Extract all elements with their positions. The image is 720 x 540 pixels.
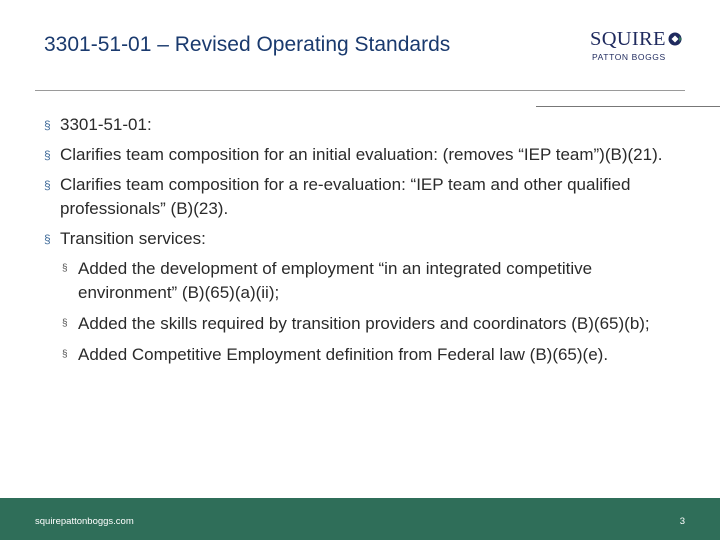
- square-bullet-icon: §: [44, 178, 51, 192]
- title-divider: [35, 90, 685, 91]
- bullet-item: [44, 173, 684, 221]
- square-bullet-icon: §: [44, 148, 51, 162]
- square-bullet-icon: §: [62, 263, 68, 274]
- sub-bullet-item: [44, 257, 684, 305]
- sub-bullet-text: Added Competitive Employment definition from Federal law (B)(65)(e).: [78, 345, 609, 364]
- bullet-item: [44, 227, 684, 251]
- sub-bullet-text: Added the skills required by transition providers and coordinators (B)(65)(b);: [78, 314, 650, 333]
- sub-bullet-item: [44, 343, 684, 367]
- footer-bar: [0, 498, 720, 540]
- square-bullet-icon: §: [62, 318, 68, 329]
- footer-website-link[interactable]: squirepattonboggs.com: [35, 516, 134, 527]
- page-number: 3: [679, 516, 685, 527]
- square-bullet-icon: §: [44, 118, 51, 132]
- bullet-text: Clarifies team composition for an initial evaluation: (removes “IEP team”)(B)(21).: [60, 145, 663, 164]
- bullet-item: [44, 113, 684, 137]
- logo-mark-icon: [668, 32, 683, 46]
- squire-patton-boggs-logo: [590, 27, 690, 67]
- bullet-list: [44, 113, 684, 374]
- square-bullet-icon: §: [62, 349, 68, 360]
- square-bullet-icon: §: [44, 232, 51, 246]
- slide-title: 3301-51-01 – Revised Operating Standards: [44, 33, 451, 56]
- logo-wordmark-bottom: PATTON BOGGS: [592, 52, 666, 62]
- accent-divider: [536, 106, 720, 107]
- logo-wordmark-top: SQUIRE: [590, 28, 666, 50]
- bullet-text: 3301-51-01:: [60, 115, 152, 134]
- sub-bullet-item: [44, 312, 684, 336]
- bullet-text: Clarifies team composition for a re-evaluation: “IEP team and other qualified professionals” (B)(23).: [60, 175, 631, 218]
- bullet-text: Transition services:: [60, 229, 206, 248]
- bullet-item: [44, 143, 684, 167]
- sub-bullet-text: Added the development of employment “in an integrated competitive environment” (B)(65)(a)(ii);: [78, 259, 593, 302]
